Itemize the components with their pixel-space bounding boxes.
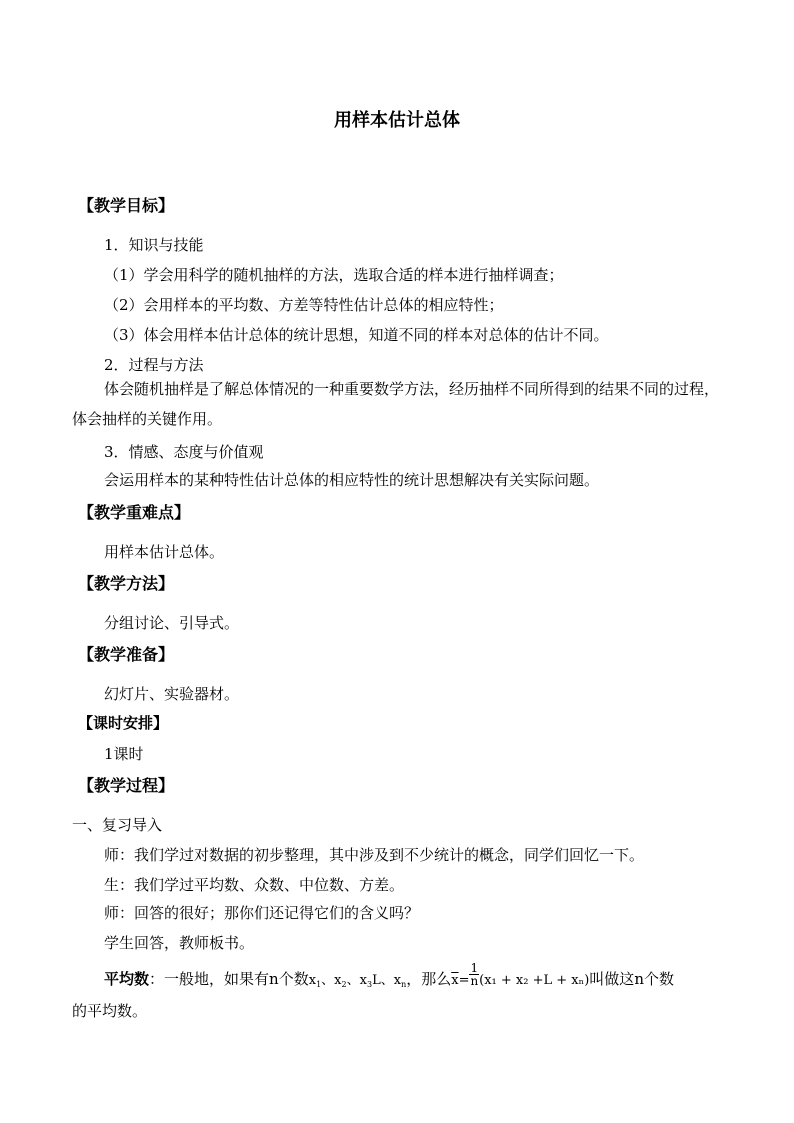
objective-process-text: 体会随机抽样是了解总体情况的一种重要数学方法，经历抽样不同所得到的结果不同的过程，体会抽样的关键作用。: [72, 380, 720, 428]
schedule-heading: 【课时安排】: [78, 714, 169, 732]
objectives-heading: 【教学目标】: [78, 196, 175, 215]
mean-formula: $\overline{x}=$ $\frac{1}{n}$ (x₁ + x₂ +L + xₙ): [451, 961, 590, 988]
objective-item-1-3: （3）体会用样本估计总体的统计思想，知道不同的样本对总体的估计不同。: [104, 326, 609, 344]
process-part-1: 一、复习导入: [72, 816, 163, 834]
process-heading: 【教学过程】: [78, 776, 175, 795]
objective-item-1-1: （1）学会用科学的随机抽样的方法，选取合适的样本进行抽样调查；: [104, 266, 564, 284]
objective-process-methods: 2．过程与方法: [104, 356, 204, 374]
mean-text-e: 个数: [643, 970, 674, 988]
key-points-heading: 【教学重难点】: [78, 503, 191, 522]
objective-attitude-text: 会运用样本的某种特性估计总体的相应特性的统计思想解决有关实际问题。: [104, 471, 600, 489]
dialogue-student-1: 生：我们学过平均数、众数、中位数、方差。: [104, 876, 405, 894]
mean-text-d: 叫做这: [589, 970, 635, 988]
dialogue-teacher-1: 师：我们学过对数据的初步整理，其中涉及到不少统计的概念，同学们回忆一下。: [104, 846, 645, 864]
page-title: 用样本估计总体: [334, 110, 460, 131]
methods-text: 分组讨论、引导式。: [104, 614, 240, 632]
methods-heading: 【教学方法】: [78, 574, 175, 593]
dialogue-note: 学生回答，教师板书。: [104, 934, 255, 952]
key-points-text: 用样本估计总体。: [104, 543, 225, 561]
mean-n2: n: [634, 970, 644, 988]
mean-definition-end: 的平均数。: [72, 1002, 148, 1020]
mean-text-b: 个数: [278, 970, 309, 988]
schedule-text: 1课时: [104, 745, 144, 763]
dialogue-teacher-2: 师：回答的很好；那你们还记得它们的含义吗？: [104, 904, 420, 922]
objective-attitude-values: 3．情感、态度与价值观: [104, 443, 264, 461]
preparation-heading: 【教学准备】: [78, 645, 175, 664]
mean-term: 平均数: [104, 970, 150, 988]
preparation-text: 幻灯片、实验器材。: [104, 685, 240, 703]
mean-n1: n: [269, 970, 279, 988]
mean-definition-line: [104, 961, 674, 993]
objective-knowledge-skills: 1．知识与技能: [104, 236, 204, 254]
data-list-formula: $x_1$、$x_2$、$x_3L$、$x_n$: [308, 973, 407, 989]
mean-text-a: ：一般地，如果有: [149, 970, 270, 988]
objective-item-1-2: （2）会用样本的平均数、方差等特性估计总体的相应特性；: [104, 296, 504, 314]
mean-text-c: ，那么: [406, 970, 452, 988]
